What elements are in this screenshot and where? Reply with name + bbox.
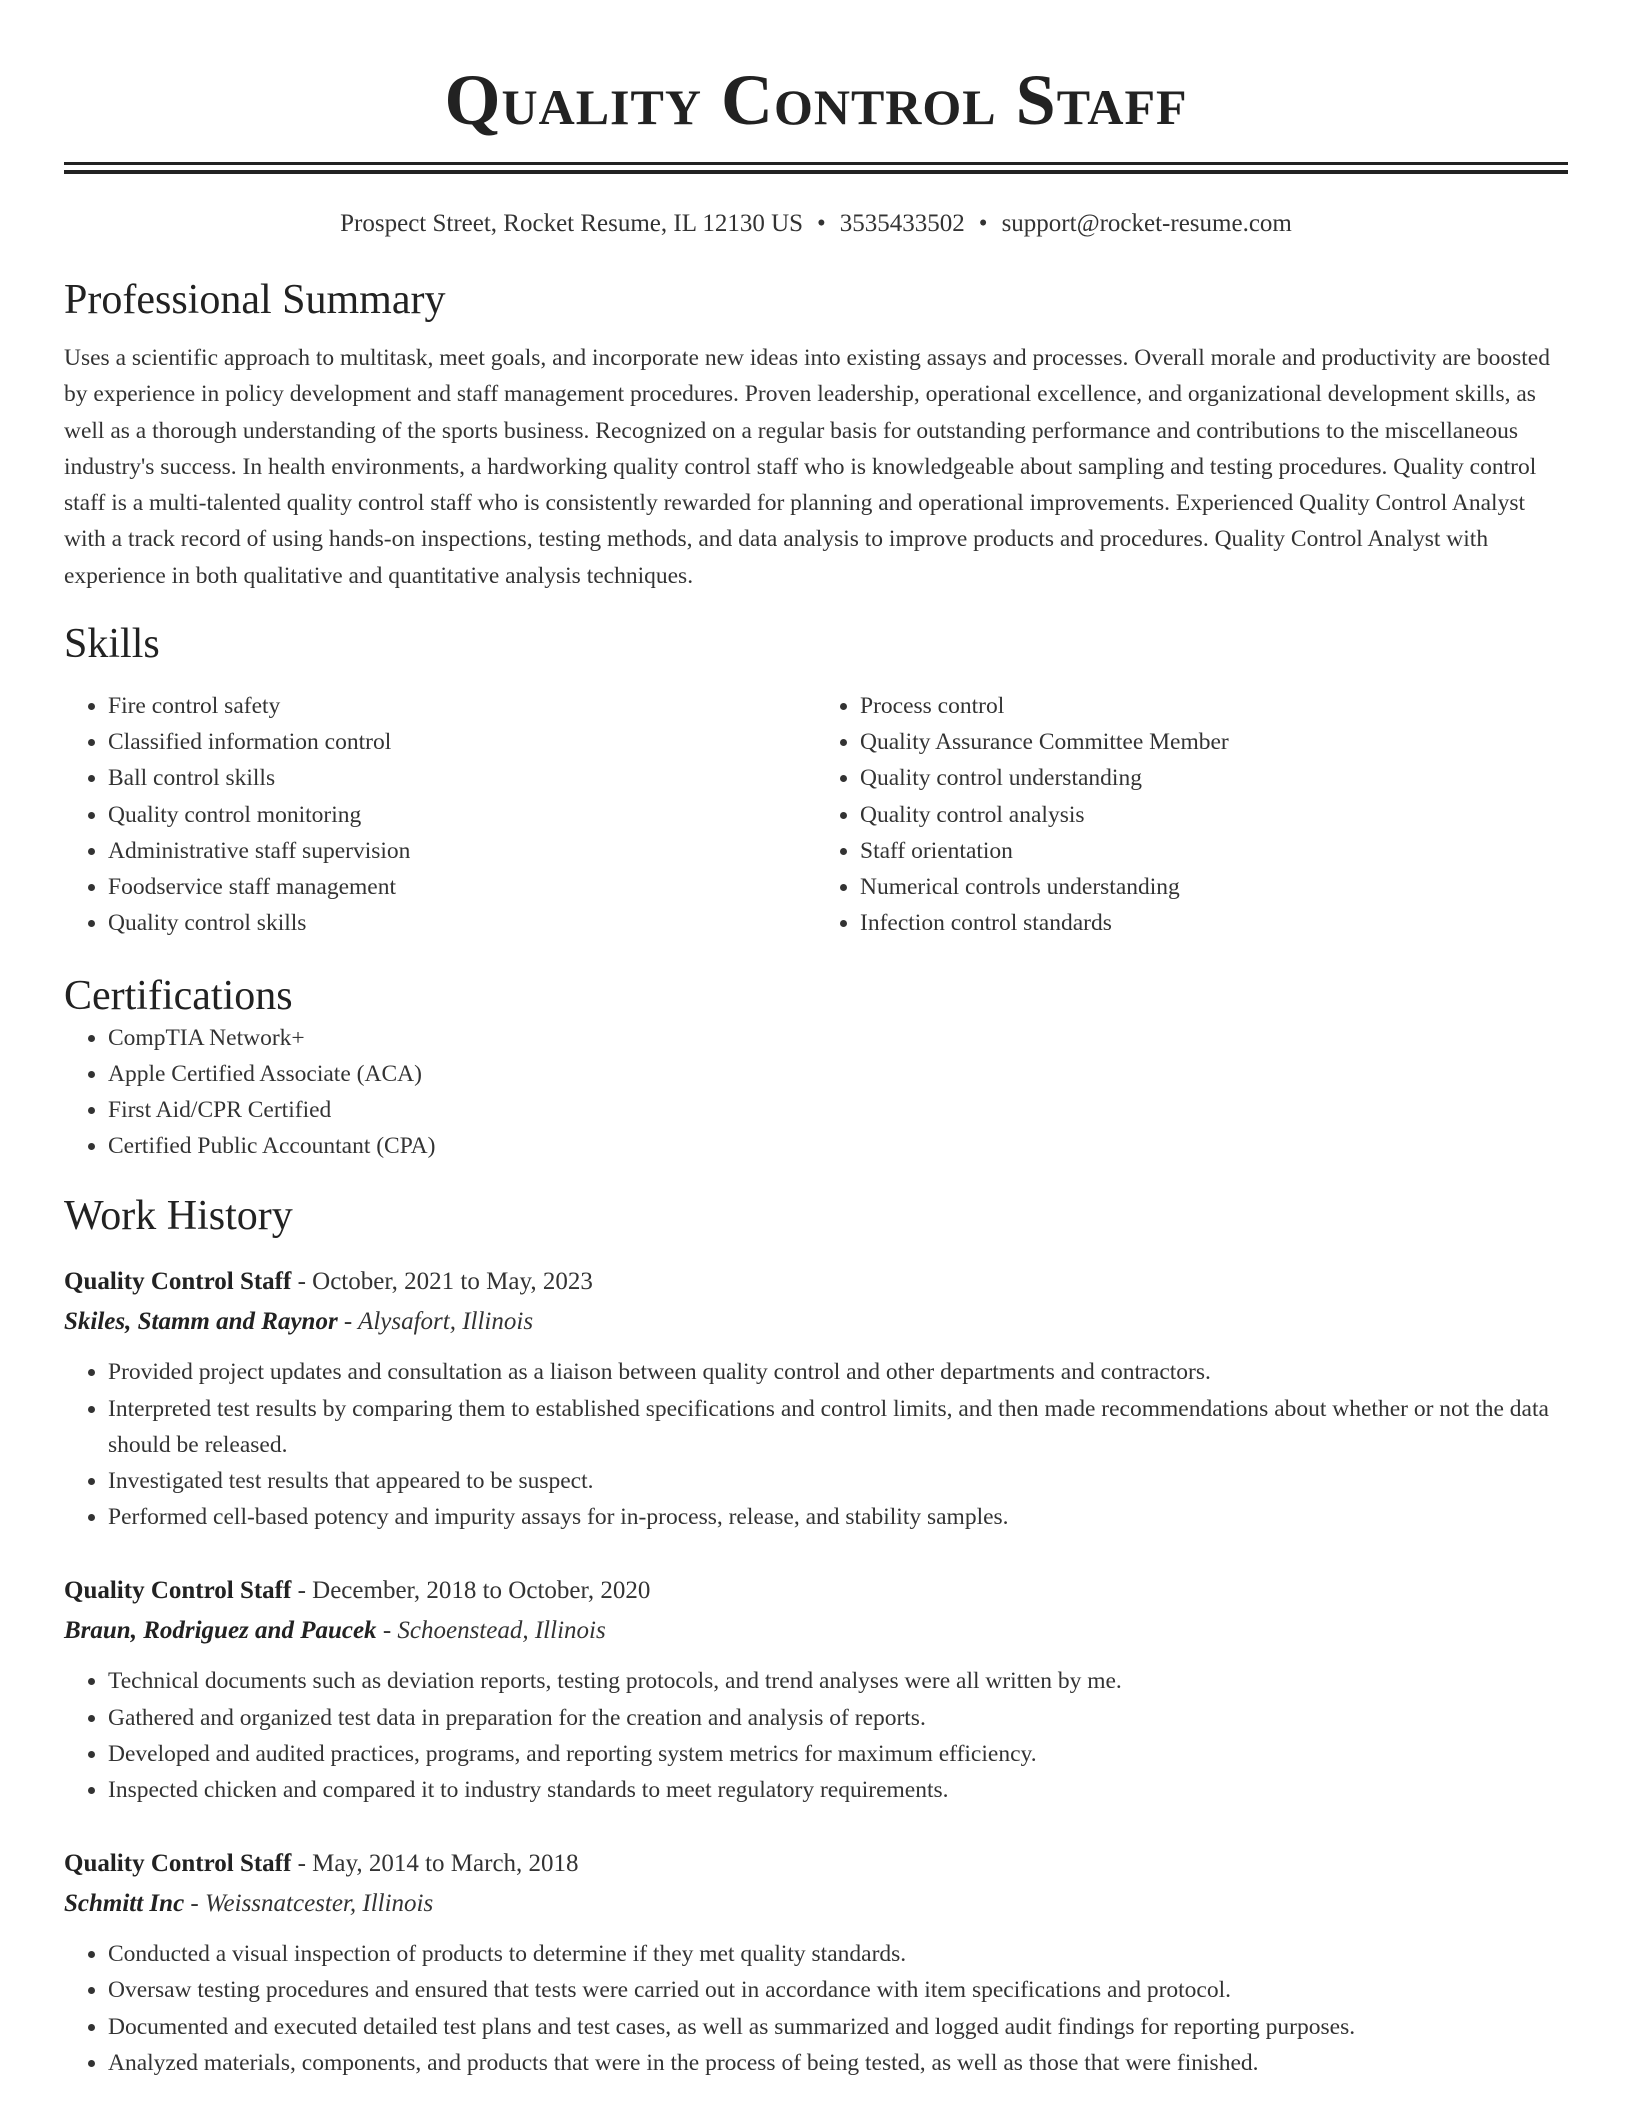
job-bullet: • Performed cell-based potency and impurity assays for in-process, release, and stability samples. <box>108 1499 1568 1535</box>
skill-item: • Foodservice staff management <box>108 869 816 905</box>
job-company: Schmitt Inc <box>64 1890 185 1918</box>
job-bullets <box>64 1936 1568 2081</box>
certification-item: • CompTIA Network+ <box>108 1020 1568 1056</box>
summary-heading: Professional Summary <box>64 277 446 323</box>
job-title-line <box>64 1844 1568 1884</box>
job-role: Quality Control Staff <box>64 1850 292 1878</box>
job-bullet: • Technical documents such as deviation reports, testing protocols, and trend analyses were all written by me. <box>108 1663 1568 1699</box>
skill-item: • Ball control skills <box>108 760 816 796</box>
skill-item: • Quality Assurance Committee Member <box>860 724 1568 760</box>
job-company-line <box>64 1611 1568 1651</box>
resume-name: Quality Control Staff <box>444 60 1188 140</box>
job-entry <box>64 1571 1568 1808</box>
job-bullet: • Oversaw testing procedures and ensured that tests were carried out in accordance with item specifications and protocol. <box>108 1972 1568 2008</box>
job-bullet: • Developed and audited practices, programs, and reporting system metrics for maximum efficiency. <box>108 1736 1568 1772</box>
certification-item: • Apple Certified Associate (ACA) <box>108 1056 1568 1092</box>
job-location: - Schoenstead, Illinois <box>376 1617 606 1645</box>
job-entry <box>64 1262 1568 1535</box>
skills-list-left <box>64 688 816 941</box>
job-bullets <box>64 1354 1568 1535</box>
job-company: Braun, Rodriguez and Paucek <box>64 1617 377 1645</box>
skill-item: • Classified information control <box>108 724 816 760</box>
skill-item: • Quality control understanding <box>860 760 1568 796</box>
work-history-heading: Work History <box>64 1193 293 1240</box>
certification-item: • Certified Public Accountant (CPA) <box>108 1128 1568 1164</box>
job-company-line <box>64 1302 1568 1342</box>
job-bullet: • Inspected chicken and compared it to industry standards to meet regulatory requirements. <box>108 1772 1568 1808</box>
certification-item: • First Aid/CPR Certified <box>108 1092 1568 1128</box>
summary-text: Uses a scientific approach to multitask, meet goals, and incorporate new ideas into existing assays and processes. Overall morale and productivity are boosted by experience in policy development and staff management procedures. Proven leadership, operational excellence, and organizational development skills, as well as a thorough understanding of the sports business. Recognized on a regular basis for outstanding performance and contributions to the miscellaneous industry's success. In health environments, a hardworking quality control staff who is knowledgeable about sampling and testing procedures. Quality control staff is a multi-talented quality control staff who is consistently rewarded for planning and operational improvements. Experienced Quality Control Analyst with a track record of using hands-on inspections, testing methods, and data analysis to improve products and procedures. Quality Control Analyst with experience in both qualitative and quantitative analysis techniques. <box>64 345 1550 589</box>
skill-item: • Process control <box>860 688 1568 724</box>
skill-item: • Quality control analysis <box>860 797 1568 833</box>
skill-item: • Staff orientation <box>860 833 1568 869</box>
job-role: Quality Control Staff <box>64 1268 292 1296</box>
contact-email[interactable]: support@rocket-resume.com <box>1001 210 1292 237</box>
skill-item: • Administrative staff supervision <box>108 833 816 869</box>
job-dates: - December, 2018 to October, 2020 <box>291 1577 651 1605</box>
header-double-rule <box>64 162 1568 174</box>
job-bullet: • Investigated test results that appeared to be suspect. <box>108 1463 1568 1499</box>
contact-phone: 3535433502 <box>839 210 965 237</box>
job-bullet: • Conducted a visual inspection of products to determine if they met quality standards. <box>108 1936 1568 1972</box>
job-role: Quality Control Staff <box>64 1577 292 1605</box>
job-bullet: • Analyzed materials, components, and products that were in the process of being tested, as well as those that were finished. <box>108 2045 1568 2081</box>
job-dates: - May, 2014 to March, 2018 <box>291 1850 579 1878</box>
skill-item: • Quality control skills <box>108 905 816 941</box>
skills-list-right <box>816 688 1568 941</box>
certifications-heading: Certifications <box>64 972 293 1019</box>
contact-address: Prospect Street, Rocket Resume, IL 12130 US <box>340 210 804 237</box>
skill-item: • Fire control safety <box>108 688 816 724</box>
job-bullet: • Interpreted test results by comparing them to established specifications and control limits, and then made recommendations about whether or not the data should be released. <box>108 1391 1568 1463</box>
skills-columns <box>64 688 1568 941</box>
skill-item: • Infection control standards <box>860 905 1568 941</box>
contact-separator: • <box>817 210 826 237</box>
job-location: - Alysafort, Illinois <box>337 1308 534 1336</box>
certifications-list <box>64 1020 1568 1165</box>
contact-line <box>64 208 1568 240</box>
job-bullets <box>64 1663 1568 1808</box>
job-bullet: • Documented and executed detailed test plans and test cases, as well as summarized and logged audit findings for reporting purposes. <box>108 2009 1568 2045</box>
job-bullet: • Gathered and organized test data in preparation for the creation and analysis of reports. <box>108 1700 1568 1736</box>
job-dates: - October, 2021 to May, 2023 <box>291 1268 593 1296</box>
job-company: Skiles, Stamm and Raynor <box>64 1308 338 1336</box>
job-location: - Weissnatcester, Illinois <box>184 1890 434 1918</box>
skill-item: • Quality control monitoring <box>108 797 816 833</box>
contact-separator: • <box>978 210 988 237</box>
skills-heading: Skills <box>64 621 160 668</box>
job-bullet: • Provided project updates and consultation as a liaison between quality control and other departments and contractors. <box>108 1354 1568 1390</box>
job-title-line <box>64 1262 1568 1302</box>
skill-item: • Numerical controls understanding <box>860 869 1568 905</box>
job-company-line <box>64 1884 1568 1924</box>
job-title-line <box>64 1571 1568 1611</box>
job-entry <box>64 1844 1568 2081</box>
